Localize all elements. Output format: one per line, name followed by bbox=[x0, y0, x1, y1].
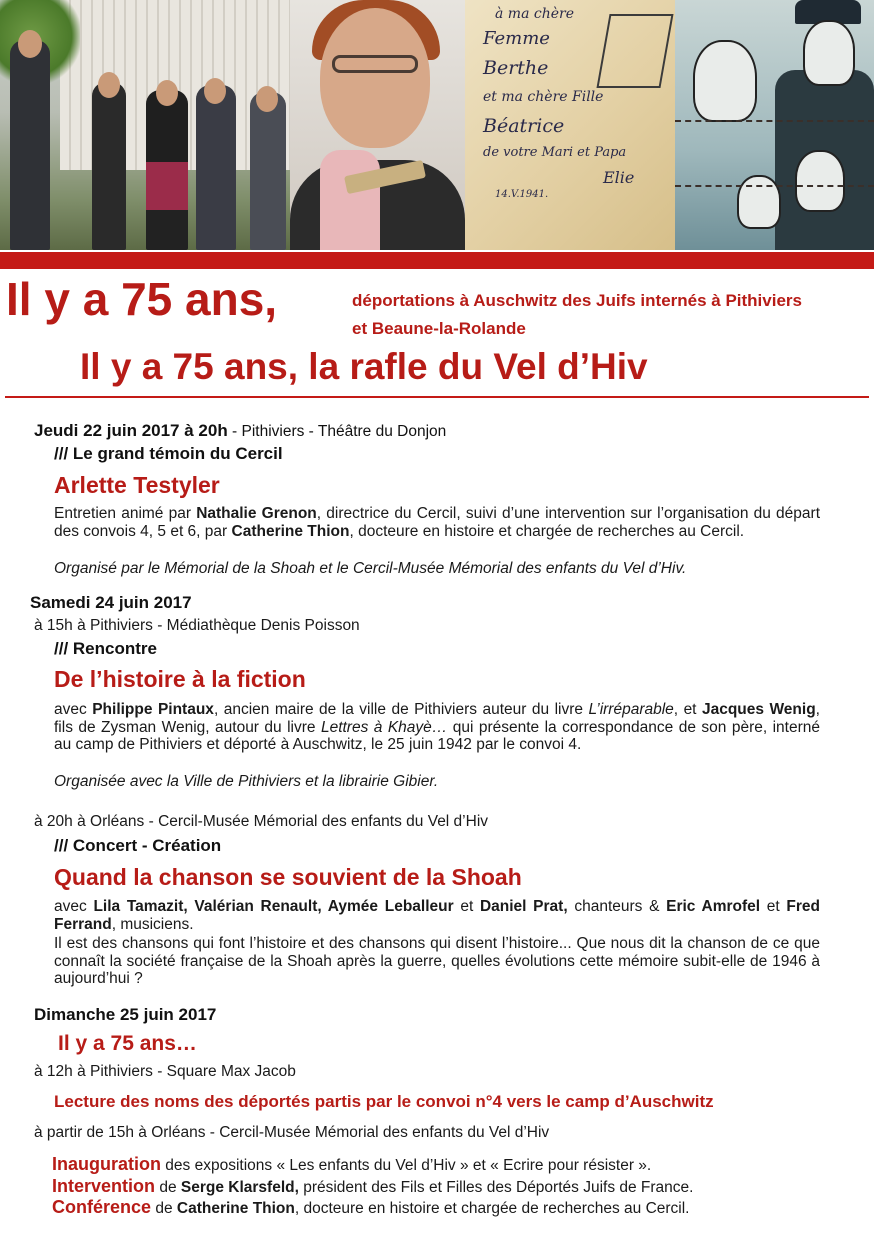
day1-place: - Pithiviers - Théâtre du Donjon bbox=[227, 423, 447, 440]
day2-category1: /// Rencontre bbox=[54, 639, 157, 658]
letter-line: 14.V.1941. bbox=[495, 189, 549, 200]
day2-slot2: à 20h à Orléans - Cercil-Musée Mémorial des enfants du Vel d’Hiv bbox=[34, 813, 489, 830]
person-name: Nathalie Grenon bbox=[196, 505, 317, 522]
person-name: Daniel Prat, bbox=[479, 898, 568, 915]
day3-reading: Lecture des noms des déportés partis par le convoi n°4 vers le camp d’Auschwitz bbox=[54, 1092, 714, 1111]
portrait-photo bbox=[290, 0, 465, 250]
item-label: Conférence bbox=[52, 1197, 152, 1217]
day1-organizer: Organisé par le Mémorial de la Shoah et le Cercil-Musée Mémorial des enfants du Vel d’Hiv. bbox=[54, 560, 687, 577]
text: qui présente la correspondance de son père, interné au camp de Pithiviers et déporté à Auschwitz, le 25 juin 1942 par le convoi 4. bbox=[54, 718, 820, 753]
person-name: Catherine Thion bbox=[176, 1200, 295, 1217]
text: chanteurs & bbox=[567, 898, 667, 915]
day3-item-conference bbox=[52, 1197, 689, 1218]
illustration-drawing bbox=[675, 0, 874, 250]
day3-slot2: à partir de 15h à Orléans - Cercil-Musée Mémorial des enfants du Vel d’Hiv bbox=[34, 1124, 550, 1141]
letter-line: de votre Mari et Papa bbox=[483, 145, 627, 160]
day2-event2-description: Il est des chansons qui font l’histoire et des chansons qui disent l’histoire... Que nous dit la chanson de ce que connaît la société française de la Shoah après la guerre, quelles évolutions cette mémoire subit-elle de 1946 à aujourd’hui ? bbox=[54, 935, 820, 987]
day2-event2-performers bbox=[54, 898, 820, 933]
day2-event1-description bbox=[54, 701, 820, 754]
day3-event-title: Il y a 75 ans… bbox=[58, 1032, 197, 1055]
text: , et bbox=[673, 701, 702, 718]
handwritten-letter-image bbox=[465, 0, 675, 250]
text: , ancien maire de la ville de Pithiviers auteur du livre bbox=[213, 701, 589, 718]
day3-item-intervention bbox=[52, 1176, 693, 1197]
day3-slot1: à 12h à Pithiviers - Square Max Jacob bbox=[34, 1063, 296, 1080]
day2-date: Samedi 24 juin 2017 bbox=[30, 593, 192, 612]
day1-category: /// Le grand témoin du Cercil bbox=[54, 444, 283, 463]
item-label: Intervention bbox=[52, 1176, 156, 1196]
page-subtitle-line1: déportations à Auschwitz des Juifs internés à Pithiviers bbox=[352, 291, 802, 310]
letter-line: à ma chère bbox=[495, 6, 574, 22]
day2-organizer: Organisée avec la Ville de Pithiviers et la librairie Gibier. bbox=[54, 773, 439, 790]
item-label: Inauguration bbox=[52, 1154, 161, 1174]
person-name: Lila Tamazit, Valérian Renault, Aymée Leballeur bbox=[93, 898, 454, 915]
day1-event-title: Arlette Testyler bbox=[54, 472, 220, 498]
person-name: Jacques Wenig bbox=[701, 701, 816, 718]
day1-description bbox=[54, 505, 820, 540]
day2-event2-title: Quand la chanson se souvient de la Shoah bbox=[54, 864, 522, 890]
group-photo bbox=[0, 0, 290, 250]
person-name: Catherine Thion bbox=[231, 522, 350, 540]
book-title: L’irréparable bbox=[588, 701, 674, 718]
text: et bbox=[760, 898, 787, 915]
day2-event1-title: De l’histoire à la fiction bbox=[54, 666, 306, 692]
page-title: Il y a 75 ans, bbox=[6, 273, 278, 325]
text: , docteure en histoire et chargée de recherches au Cercil. bbox=[349, 522, 745, 540]
text: , docteure en histoire et chargée de recherches au Cercil. bbox=[294, 1200, 690, 1217]
person-name: Fred Ferrand bbox=[54, 898, 821, 933]
day3-date: Dimanche 25 juin 2017 bbox=[34, 1005, 217, 1024]
day1-date bbox=[34, 421, 446, 441]
text: , directrice du Cercil, suivi d’une intervention sur l’organisation du départ des convois 4, 5 et 6, par bbox=[54, 505, 820, 540]
text: avec bbox=[54, 701, 93, 718]
text: président des Fils et Filles des Déportés Juifs de France. bbox=[298, 1179, 694, 1196]
header-divider bbox=[5, 396, 869, 398]
person-name: Philippe Pintaux bbox=[92, 701, 214, 718]
page-subtitle-line2: et Beaune-la-Rolande bbox=[352, 319, 526, 338]
day3-item-inauguration bbox=[52, 1154, 651, 1175]
letter-line: Berthe bbox=[483, 57, 549, 79]
letter-line: Béatrice bbox=[483, 115, 565, 137]
text: et bbox=[453, 898, 480, 915]
day1-date-text: Jeudi 22 juin 2017 à 20h bbox=[34, 421, 228, 440]
letter-line: Elie bbox=[603, 168, 635, 187]
header-red-bar bbox=[0, 252, 874, 269]
text: avec bbox=[54, 898, 94, 915]
text: Entretien animé par bbox=[54, 505, 197, 522]
day2-category2: /// Concert - Création bbox=[54, 836, 222, 855]
page-title-secondary: Il y a 75 ans, la rafle du Vel d’Hiv bbox=[80, 346, 648, 387]
book-title: Lettres à Khayè… bbox=[320, 718, 448, 736]
text: des expositions « Les enfants du Vel d’Hiv » et « Ecrire pour résister ». bbox=[161, 1157, 652, 1174]
letter-line: Femme bbox=[483, 28, 550, 49]
photo-banner bbox=[0, 0, 874, 250]
person-name: Eric Amrofel bbox=[666, 898, 761, 915]
text: , musiciens. bbox=[111, 915, 194, 933]
text: , fils de Zysman Wenig, autour du livre bbox=[54, 701, 820, 736]
day2-slot1: à 15h à Pithiviers - Médiathèque Denis Poisson bbox=[34, 617, 360, 634]
text: de bbox=[151, 1200, 177, 1217]
letter-line: et ma chère Fille bbox=[483, 89, 604, 105]
text: de bbox=[155, 1179, 181, 1196]
person-name: Serge Klarsfeld, bbox=[180, 1179, 299, 1196]
